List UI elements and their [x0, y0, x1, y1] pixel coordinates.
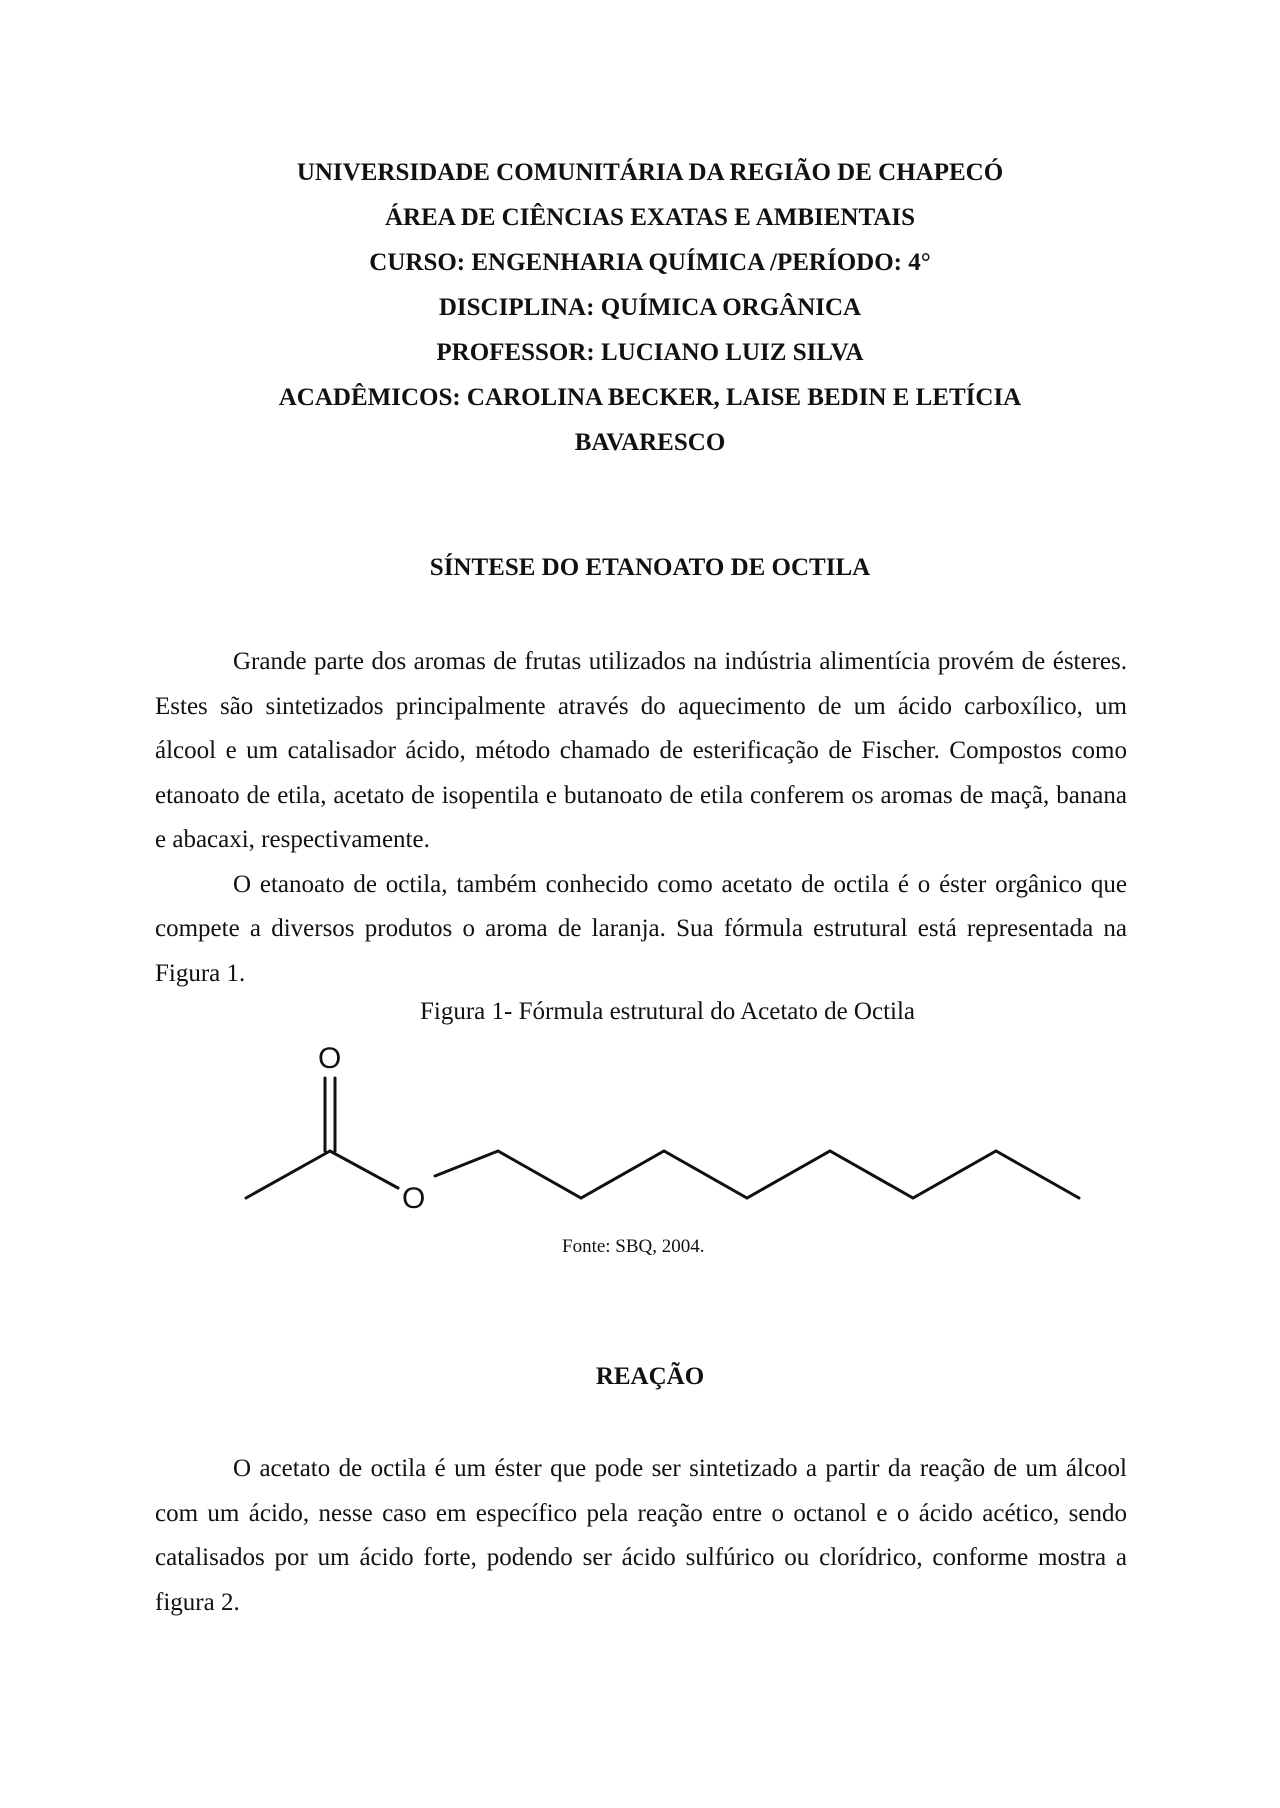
paragraph-esters: Grande parte dos aromas de frutas utilizados na indústria alimentícia provém de ésteres. Estes são sintetizados principalmente através do aquecimento de um ácido carboxílico, um álcool e um catalisador ácido, método chamado de esterificação de Fischer. Compostos como etanoato de etila, acetato de isopentila e butanoato de etila conferem os aromas de maçã, banana e abacaxi, respectivamente.	[155, 648, 1127, 853]
figure-caption: Figura 1- Fórmula estrutural do Acetato de Octila	[420, 998, 916, 1025]
bond-lines	[246, 1078, 1079, 1198]
atom-carbonyl-oxygen: O	[318, 1042, 342, 1075]
header-students: ACADÊMICOS: CAROLINA BECKER, LAISE BEDIN E LETÍCIA	[278, 384, 1022, 411]
header-professor: PROFESSOR: LUCIANO LUIZ SILVA	[436, 339, 864, 366]
section-body-reaction	[155, 1447, 1127, 1625]
header-students-cont: BAVARESCO	[574, 429, 726, 456]
figure-source: Fonte: SBQ, 2004.	[562, 1236, 705, 1257]
header-discipline: DISCIPLINA: QUÍMICA ORGÂNICA	[438, 294, 862, 321]
paragraph-reaction: O acetato de octila é um éster que pode ser sintetizado a partir da reação de um álcool com um ácido, nesse caso em específico pela reação entre o octanol e o ácido acético, sendo catalisados por um ácido forte, podendo ser ácido sulfúrico ou clorídrico, conforme mostra a figura 2.	[155, 1455, 1127, 1616]
bond-methyl-carbonyl	[246, 1151, 330, 1198]
paragraph-octyl-acetate: O etanoato de octila, também conhecido como acetato de octila é o éster orgânico que compete a diversos produtos o aroma de laranja. Sua fórmula estrutural está representada na Figura 1.	[155, 870, 1127, 987]
bond-octyl-chain	[435, 1151, 1079, 1198]
header-area: ÁREA DE CIÊNCIAS EXATAS E AMBIENTAIS	[385, 204, 915, 231]
section-title-synthesis: SÍNTESE DO ETANOATO DE OCTILA	[429, 554, 871, 581]
bond-carbonyl-oxygen	[330, 1151, 398, 1188]
atom-ester-oxygen: O	[402, 1182, 426, 1215]
section-title-reaction: REAÇÃO	[595, 1363, 705, 1390]
header-course: CURSO: ENGENHARIA QUÍMICA /PERÍODO: 4°	[369, 249, 931, 276]
header-university: UNIVERSIDADE COMUNITÁRIA DA REGIÃO DE CHAPECÓ	[296, 159, 1004, 186]
